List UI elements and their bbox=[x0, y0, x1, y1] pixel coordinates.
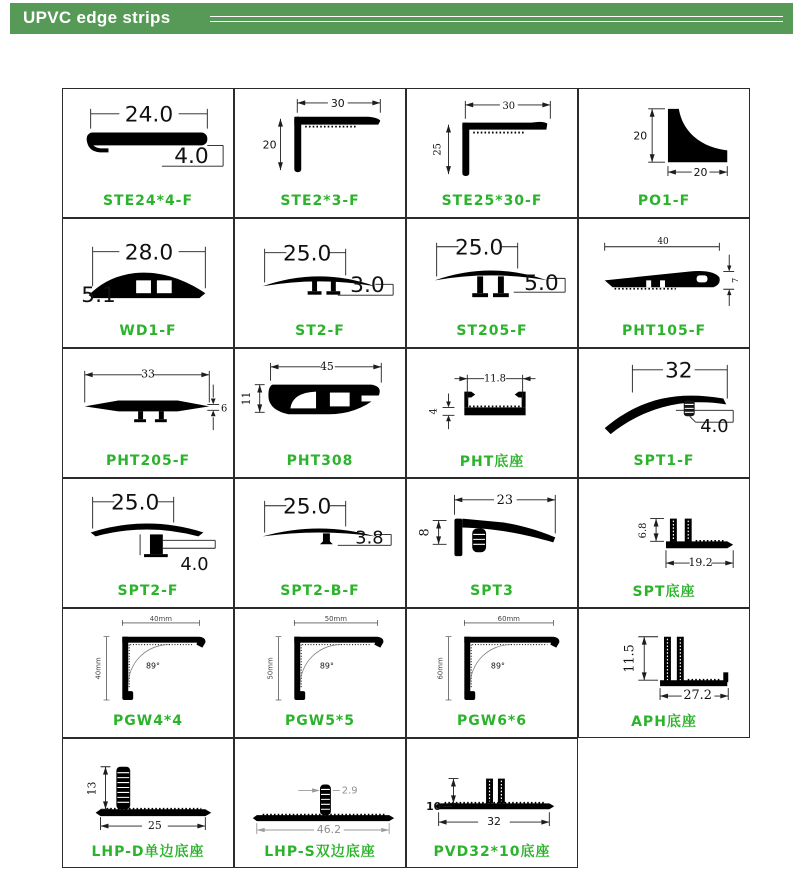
profile-outline bbox=[605, 271, 720, 289]
profile-cell-po1-f bbox=[578, 88, 750, 218]
dim-width: 40mm bbox=[149, 614, 172, 623]
profile-drawing-spt-base bbox=[579, 479, 749, 576]
profile-drawing-pht205-f bbox=[63, 349, 233, 446]
product-label: LHP-S双边底座 bbox=[264, 843, 376, 860]
dim-height: 13 bbox=[85, 781, 99, 796]
dim-width: 25 bbox=[148, 819, 162, 833]
profile-outline bbox=[660, 637, 728, 686]
profile-cell-ste2-3-f bbox=[234, 88, 406, 218]
profile-cell-spt3 bbox=[406, 478, 578, 608]
profile-drawing-pgw4-4 bbox=[63, 609, 233, 706]
dim-width: 11.8 bbox=[483, 373, 506, 385]
dim-width: 19.2 bbox=[688, 556, 713, 570]
product-label: STE24*4-F bbox=[102, 192, 194, 209]
profile-cell-lhp-s-base bbox=[234, 738, 406, 868]
profile-cell-lhp-d-base bbox=[62, 738, 234, 868]
dim-width: 30 bbox=[502, 100, 516, 112]
dim-width: 25.0 bbox=[282, 241, 332, 267]
product-label: PVD32*10底座 bbox=[433, 843, 551, 860]
profile-outline bbox=[85, 400, 210, 422]
dim-width: 46.2 bbox=[316, 822, 341, 836]
profile-grid bbox=[62, 88, 750, 868]
profile-outline bbox=[91, 524, 204, 556]
dim-height: 10 bbox=[426, 800, 442, 814]
profile-drawing-pht-base bbox=[407, 349, 577, 446]
profile-drawing-pht308 bbox=[235, 349, 405, 446]
product-label: ST2-F bbox=[295, 322, 345, 339]
product-label: PGW4*4 bbox=[113, 712, 183, 729]
profile-drawing-pht105-f bbox=[579, 219, 749, 316]
header-rule bbox=[210, 16, 783, 22]
dim-height: 4.0 bbox=[700, 416, 729, 438]
profile-outline bbox=[253, 785, 394, 822]
profile-cell-pht-base bbox=[406, 348, 578, 478]
dim-height: 11 bbox=[239, 391, 253, 406]
profile-outline bbox=[464, 637, 559, 700]
dim-height: 20 bbox=[262, 138, 277, 152]
profile-outline bbox=[668, 109, 727, 162]
dim-height: 4.0 bbox=[180, 554, 209, 575]
dim-height: 60mm bbox=[436, 657, 445, 680]
profile-cell-spt1-f bbox=[578, 348, 750, 478]
profile-cell-spt2-f bbox=[62, 478, 234, 608]
dim-height: 40mm bbox=[94, 657, 103, 680]
dim-width: 50mm bbox=[324, 614, 347, 623]
profile-cell-aph-base bbox=[578, 608, 750, 738]
profile-drawing-wd1-f bbox=[63, 219, 233, 316]
profile-outline bbox=[122, 637, 205, 700]
page-title: UPVC edge strips bbox=[23, 8, 171, 27]
profile-cell-pgw6-6 bbox=[406, 608, 578, 738]
product-label: SPT底座 bbox=[632, 583, 696, 600]
profile-cell-pvd32-10-base bbox=[406, 738, 578, 868]
profile-cell-st205-f bbox=[406, 218, 578, 348]
empty-grid-slot bbox=[578, 738, 750, 868]
profile-outline bbox=[462, 122, 547, 176]
dim-width: 24.0 bbox=[124, 102, 174, 128]
dim-height: 20 bbox=[633, 129, 648, 143]
profile-drawing-pvd32-10-base bbox=[407, 739, 577, 836]
product-label: PGW6*6 bbox=[457, 712, 527, 729]
profile-cell-pht105-f bbox=[578, 218, 750, 348]
dim-height: 6.8 bbox=[638, 522, 650, 539]
product-label: SPT2-B-F bbox=[280, 582, 360, 599]
profile-drawing-po1-f bbox=[579, 89, 749, 186]
dim-width: 25.0 bbox=[282, 494, 332, 520]
profile-outline bbox=[268, 385, 379, 415]
product-label: ST205-F bbox=[456, 322, 528, 339]
dim-height: 4.0 bbox=[174, 144, 209, 170]
dim-width: 27.2 bbox=[683, 688, 712, 704]
profile-drawing-lhp-s-base bbox=[235, 739, 405, 836]
dim-width: 25.0 bbox=[454, 235, 504, 261]
dim-width: 28.0 bbox=[124, 240, 174, 266]
profile-drawing-spt3 bbox=[407, 479, 577, 576]
dim-height: 5.1 bbox=[81, 283, 116, 309]
dim-height: 50mm bbox=[266, 657, 275, 680]
product-label: PHT205-F bbox=[105, 452, 191, 469]
dim-width: 25.0 bbox=[110, 490, 160, 516]
profile-outline bbox=[454, 519, 555, 557]
dim-height: 5.0 bbox=[524, 271, 559, 297]
profile-cell-spt-base bbox=[578, 478, 750, 608]
profile-cell-pgw5-5 bbox=[234, 608, 406, 738]
profile-cell-spt2-b-f bbox=[234, 478, 406, 608]
dim-width: 32 bbox=[487, 815, 501, 829]
profile-drawing-aph-base bbox=[579, 609, 749, 706]
dim-angle: 89° bbox=[490, 661, 505, 671]
product-label: WD1-F bbox=[119, 322, 177, 339]
dim-width: 23 bbox=[496, 492, 514, 508]
profile-cell-pht308 bbox=[234, 348, 406, 478]
dim-height: 4 bbox=[428, 408, 440, 415]
dim-width: 30 bbox=[330, 96, 345, 110]
profile-cell-pgw4-4 bbox=[62, 608, 234, 738]
dim-stem-width: 2.9 bbox=[341, 785, 358, 797]
product-label: PO1-F bbox=[637, 192, 691, 209]
profile-drawing-spt2-b-f bbox=[235, 479, 405, 576]
profile-drawing-lhp-d-base bbox=[63, 739, 233, 836]
dim-height: 3.8 bbox=[355, 527, 384, 549]
profile-outline bbox=[666, 519, 733, 549]
dim-height: 25 bbox=[432, 143, 444, 156]
profile-drawing-st2-f bbox=[235, 219, 405, 316]
page-header bbox=[10, 3, 793, 34]
profile-cell-pht205-f bbox=[62, 348, 234, 478]
profile-outline bbox=[294, 637, 383, 700]
dim-height: 11.5 bbox=[622, 644, 638, 673]
dim-width: 33 bbox=[141, 367, 155, 381]
dim-height: 8 bbox=[417, 528, 433, 537]
profile-drawing-st205-f bbox=[407, 219, 577, 316]
profile-drawing-spt2-f bbox=[63, 479, 233, 576]
dim-angle: 89° bbox=[145, 661, 160, 671]
profile-cell-st2-f bbox=[234, 218, 406, 348]
dim-height: 6 bbox=[220, 403, 228, 415]
product-label: STE25*30-F bbox=[441, 192, 543, 209]
product-label: SPT3 bbox=[470, 582, 514, 599]
product-label: SPT1-F bbox=[633, 452, 695, 469]
dim-angle: 89° bbox=[319, 661, 334, 671]
product-label: STE2*3-F bbox=[280, 192, 360, 209]
profile-drawing-ste25-30-f bbox=[407, 89, 577, 186]
profile-drawing-pgw5-5 bbox=[235, 609, 405, 706]
product-label: PGW5*5 bbox=[285, 712, 355, 729]
dim-height: 3.0 bbox=[350, 273, 385, 299]
dim-width: 20 bbox=[693, 166, 708, 180]
profile-drawing-spt1-f bbox=[579, 349, 749, 446]
profile-outline bbox=[96, 767, 212, 816]
dim-width: 32 bbox=[664, 358, 693, 384]
profile-drawing-ste24-4-f bbox=[63, 89, 233, 186]
product-label: PHT底座 bbox=[459, 453, 525, 470]
product-label: PHT308 bbox=[286, 452, 354, 469]
product-label: PHT105-F bbox=[621, 322, 707, 339]
profile-drawing-ste2-3-f bbox=[235, 89, 405, 186]
profile-cell-ste24-4-f bbox=[62, 88, 234, 218]
dim-width: 60mm bbox=[497, 614, 520, 623]
product-label: SPT2-F bbox=[117, 582, 179, 599]
dim-width: 40 bbox=[657, 236, 669, 247]
dim-height: 7 bbox=[731, 277, 741, 283]
profile-outline bbox=[464, 392, 525, 416]
profile-cell-ste25-30-f bbox=[406, 88, 578, 218]
profile-outline bbox=[294, 117, 380, 172]
dim-width: 45 bbox=[320, 359, 334, 373]
profile-drawing-pgw6-6 bbox=[407, 609, 577, 706]
product-label: LHP-D单边底座 bbox=[91, 843, 205, 860]
product-label: APH底座 bbox=[631, 713, 697, 730]
profile-cell-wd1-f bbox=[62, 218, 234, 348]
